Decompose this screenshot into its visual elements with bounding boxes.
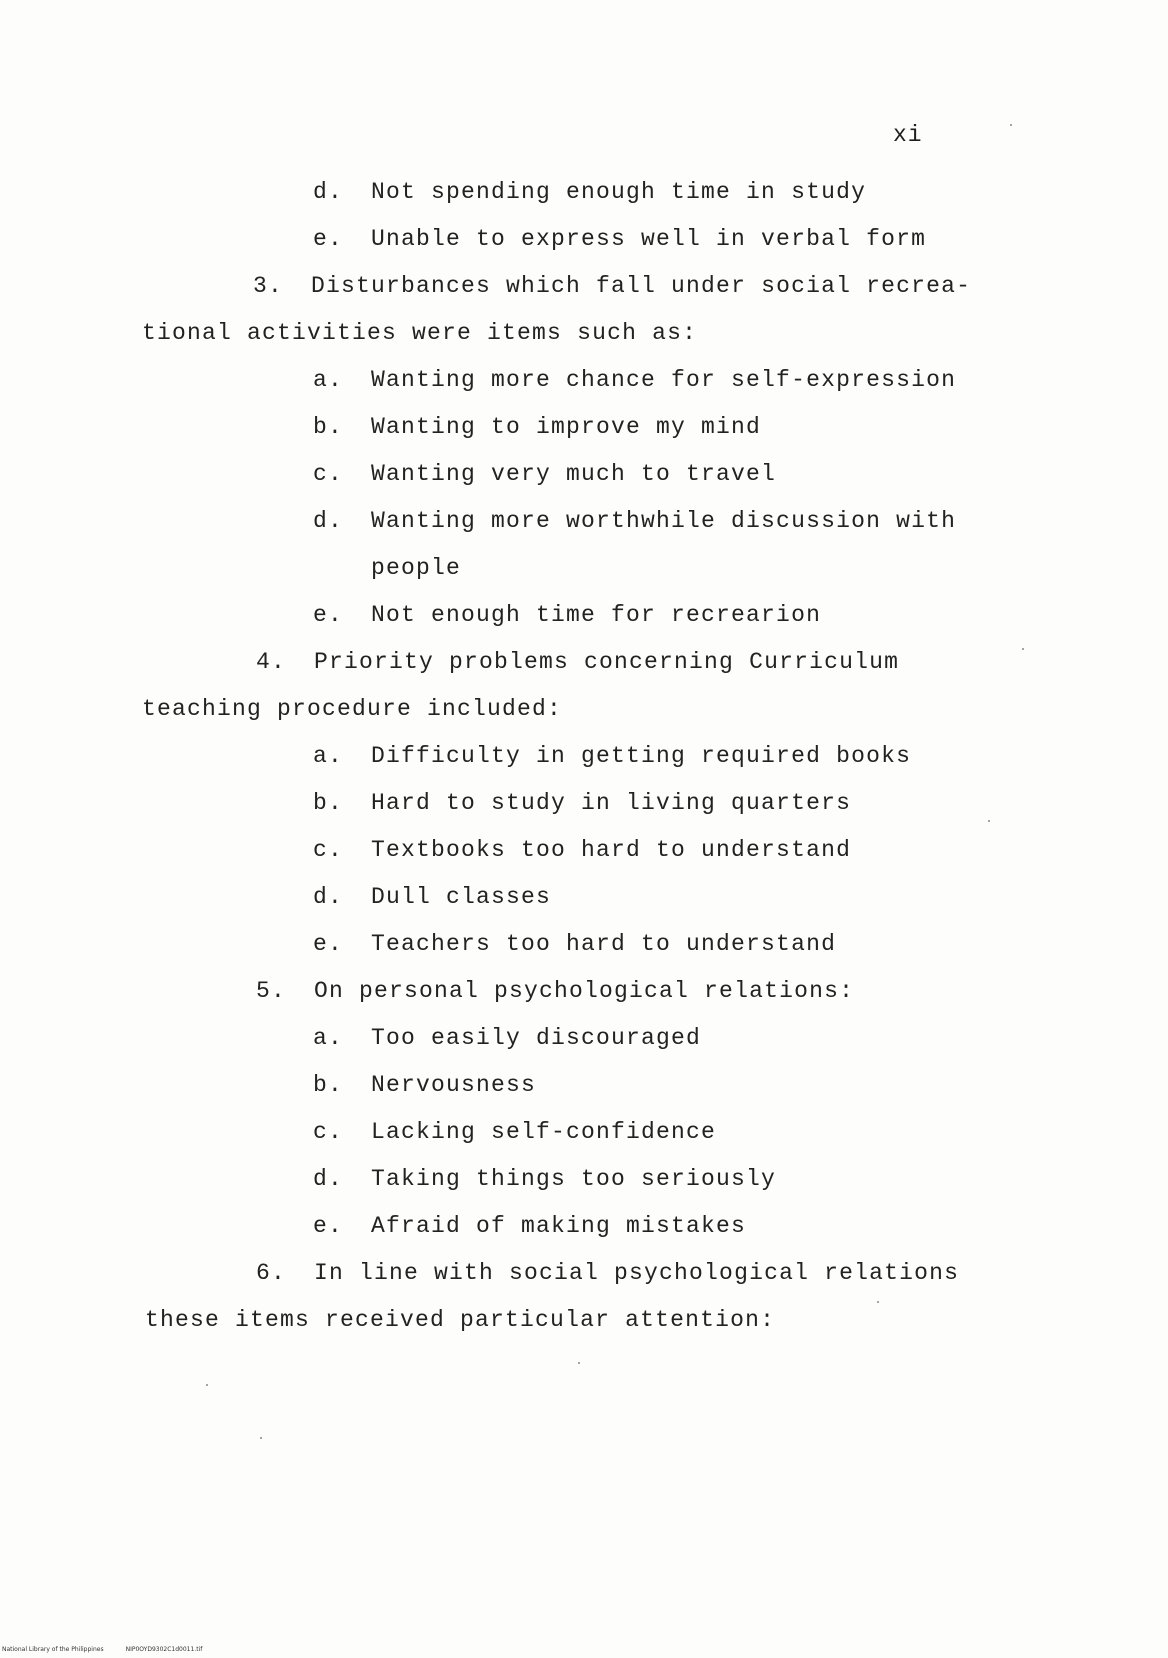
item-marker: e. <box>313 931 344 957</box>
continuation-text: teaching procedure included: <box>142 696 563 722</box>
item-marker: b. <box>313 790 344 816</box>
item-marker: e. <box>313 1213 344 1239</box>
item-marker: c. <box>313 837 344 863</box>
item-text: people <box>371 555 462 581</box>
item-marker: e. <box>313 226 344 252</box>
list-item <box>313 742 911 770</box>
item-text: Textbooks too hard to understand <box>371 837 852 863</box>
paragraph-continuation <box>142 695 562 723</box>
paragraph-continuation <box>142 319 697 347</box>
item-marker: a. <box>313 743 344 769</box>
list-item <box>313 1024 701 1052</box>
section-text: Disturbances which fall under social recrea- <box>311 273 972 299</box>
item-marker: a. <box>313 1025 344 1051</box>
continuation-text: these items received particular attention: <box>145 1307 776 1333</box>
section-heading <box>256 1259 959 1287</box>
list-item <box>313 507 956 535</box>
item-text: Dull classes <box>371 884 552 910</box>
list-item <box>313 413 761 441</box>
section-number: 6. <box>256 1260 287 1286</box>
list-item <box>313 601 821 629</box>
list-item <box>313 930 836 958</box>
item-marker: d. <box>313 1166 344 1192</box>
list-item <box>313 460 776 488</box>
section-text: On personal psychological relations: <box>314 978 855 1004</box>
item-text: Lacking self-confidence <box>371 1119 717 1145</box>
section-text: In line with social psychological relations <box>314 1260 960 1286</box>
item-text: Nervousness <box>371 1072 537 1098</box>
item-text: Wanting very much to travel <box>371 461 777 487</box>
list-item <box>313 1212 746 1240</box>
scan-speck <box>578 1362 580 1364</box>
item-text: Wanting more worthwhile discussion with <box>371 508 957 534</box>
item-text: Too easily discouraged <box>371 1025 702 1051</box>
item-text: Wanting to improve my mind <box>371 414 762 440</box>
footer-file: NIP0OYD9302C1d0011.tif <box>125 1646 203 1653</box>
item-marker: d. <box>313 508 344 534</box>
item-marker: d. <box>313 179 344 205</box>
scan-speck <box>260 1437 262 1439</box>
list-item <box>313 225 926 253</box>
item-text: Difficulty in getting required books <box>371 743 912 769</box>
item-marker: a. <box>313 367 344 393</box>
list-item-continuation <box>371 554 461 582</box>
section-heading <box>256 648 899 676</box>
item-text: Hard to study in living quarters <box>371 790 852 816</box>
scan-footer <box>2 1646 224 1653</box>
item-marker: b. <box>313 414 344 440</box>
section-heading <box>253 272 971 300</box>
section-number: 5. <box>256 978 287 1004</box>
list-item <box>313 836 851 864</box>
section-heading <box>256 977 854 1005</box>
item-marker: c. <box>313 461 344 487</box>
item-text: Taking things too seriously <box>371 1166 777 1192</box>
page-number: xi <box>893 122 923 148</box>
item-text: Teachers too hard to understand <box>371 931 837 957</box>
list-item <box>313 178 866 206</box>
continuation-text: tional activities were items such as: <box>142 320 698 346</box>
list-item <box>313 883 551 911</box>
section-text: Priority problems concerning Curriculum <box>314 649 900 675</box>
item-text: Unable to express well in verbal form <box>371 226 927 252</box>
item-text: Not spending enough time in study <box>371 179 867 205</box>
list-item <box>313 1118 716 1146</box>
footer-source: National Library of the Philippines <box>2 1646 104 1653</box>
section-number: 4. <box>256 649 287 675</box>
paragraph-continuation <box>145 1306 775 1334</box>
item-marker: e. <box>313 602 344 628</box>
item-text: Afraid of making mistakes <box>371 1213 747 1239</box>
item-text: Not enough time for recrearion <box>371 602 822 628</box>
section-number: 3. <box>253 273 284 299</box>
list-item <box>313 789 851 817</box>
scan-speck <box>988 820 990 822</box>
item-marker: c. <box>313 1119 344 1145</box>
list-item <box>313 1071 536 1099</box>
item-text: Wanting more chance for self-expression <box>371 367 957 393</box>
scan-speck <box>1022 648 1024 650</box>
item-marker: d. <box>313 884 344 910</box>
list-item <box>313 1165 776 1193</box>
item-marker: b. <box>313 1072 344 1098</box>
scan-speck <box>1010 124 1012 126</box>
scan-speck <box>206 1384 208 1386</box>
scan-speck <box>877 1301 879 1303</box>
list-item <box>313 366 956 394</box>
